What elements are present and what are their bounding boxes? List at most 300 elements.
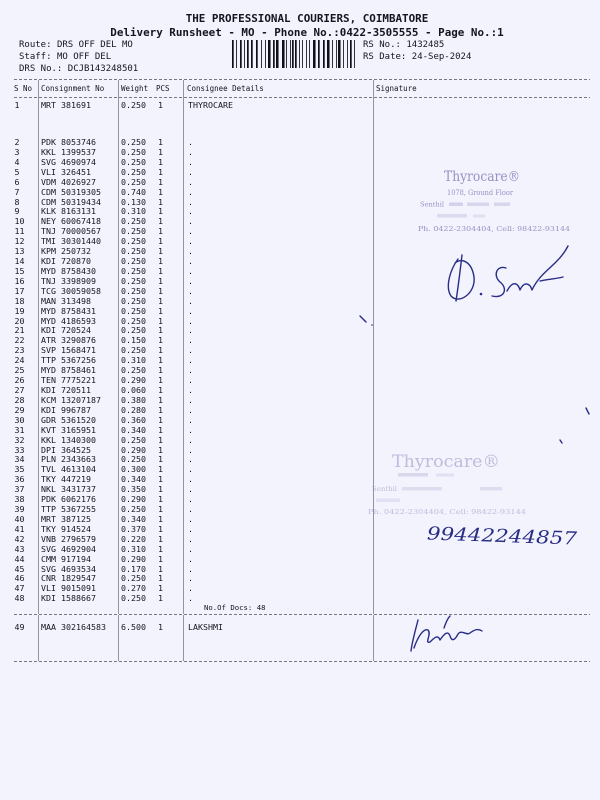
consignment-no-cell: PDK 6062176: [41, 494, 96, 505]
consignee-signature: [411, 616, 482, 651]
pcs-cell: 1: [158, 265, 163, 276]
pcs-cell: 1: [158, 275, 163, 286]
table-row: [0, 101, 600, 111]
rs-date-label: RS Date:: [363, 52, 407, 62]
barcode-bar: [327, 40, 330, 68]
weight-cell: 0.250: [121, 100, 146, 110]
pcs-cell: 1: [158, 375, 163, 386]
consignee-cell: .: [188, 305, 193, 316]
sno-cell: 36: [14, 474, 25, 485]
barcode-bar: [347, 40, 348, 68]
consignment-no-cell: MYD 8758461: [41, 365, 96, 376]
stamp-brand: Thyrocare®: [392, 452, 500, 472]
weight-cell: 0.250: [121, 156, 146, 167]
table-row: [0, 623, 600, 633]
consignment-no-cell: GDR 5361520: [41, 414, 96, 425]
consignee-cell: .: [188, 543, 193, 554]
pcs-cell: 1: [158, 533, 163, 544]
consignee-cell: .: [188, 335, 193, 346]
rs-date-value: 24-Sep-2024: [411, 52, 472, 62]
consignee-cell: .: [188, 275, 193, 286]
weight-cell: 0.250: [121, 434, 146, 445]
barcode-bar: [350, 40, 352, 68]
stamp-phone-line: Ph. 0422-2304404, Cell: 98422-93144: [418, 225, 570, 233]
consignment-no-cell: TTP 5367256: [41, 355, 96, 366]
consignee-cell: .: [188, 573, 193, 584]
pcs-cell: 1: [158, 285, 163, 296]
consignee-cell: .: [188, 464, 193, 475]
pcs-cell: 1: [158, 464, 163, 475]
consignee-cell: .: [188, 365, 193, 376]
sno-cell: 39: [14, 504, 25, 515]
barcode-bar: [251, 40, 253, 68]
weight-cell: 0.250: [121, 256, 146, 267]
route-value: DRS OFF DEL MO: [56, 40, 133, 50]
consignment-no-cell: TCG 30059058: [41, 285, 101, 296]
weight-cell: 0.250: [121, 265, 146, 276]
weight-cell: 0.130: [121, 196, 146, 207]
pcs-cell: 1: [158, 100, 163, 110]
barcode-bar: [273, 40, 275, 68]
consignment-no-cell: DPI 364525: [41, 444, 91, 455]
barcode-bar: [265, 40, 266, 68]
weight-cell: 0.310: [121, 355, 146, 366]
pcs-cell: 1: [158, 573, 163, 584]
barcode-bar: [309, 40, 310, 68]
pcs-cell: 1: [158, 365, 163, 376]
consignment-no-cell: KDI 720870: [41, 256, 91, 267]
pcs-cell: 1: [158, 345, 163, 356]
sno-cell: 43: [14, 543, 25, 554]
consignee-cell: .: [188, 186, 193, 197]
sno-cell: 23: [14, 345, 25, 356]
route-line: [19, 40, 133, 51]
consignee-cell: .: [188, 484, 193, 495]
consignee-cell: .: [188, 295, 193, 306]
consignment-no-cell: MYD 4186593: [41, 315, 96, 326]
weight-cell: 0.250: [121, 246, 146, 257]
sno-cell: 18: [14, 295, 25, 306]
barcode-bar: [299, 40, 300, 68]
weight-cell: 0.250: [121, 365, 146, 376]
consignee-cell: .: [188, 176, 193, 187]
pcs-cell: 1: [158, 246, 163, 257]
weight-cell: 0.250: [121, 504, 146, 515]
sno-cell: 27: [14, 385, 25, 395]
consignment-no-cell: KPM 250732: [41, 246, 91, 257]
consignment-no-cell: MAA 302164583: [41, 622, 106, 632]
rs-no-value: 1432485: [406, 40, 445, 50]
sno-cell: 33: [14, 444, 25, 455]
consignee-cell: .: [188, 504, 193, 515]
consignment-no-cell: TNJ 70000567: [41, 226, 101, 237]
sno-cell: 32: [14, 434, 25, 445]
weight-cell: 0.250: [121, 345, 146, 356]
weight-cell: 0.250: [121, 305, 146, 316]
consignee-cell: LAKSHMI: [188, 622, 223, 632]
consignment-no-cell: CNR 1829547: [41, 573, 96, 584]
consignee-cell: .: [188, 236, 193, 247]
weight-cell: 0.250: [121, 285, 146, 296]
consignee-cell: .: [188, 523, 193, 534]
pcs-cell: 1: [158, 543, 163, 554]
col-header-signature: Signature: [376, 83, 417, 93]
consignment-no-cell: NEY 60067418: [41, 216, 101, 227]
barcode-bar: [232, 40, 234, 68]
pcs-cell: 1: [158, 196, 163, 207]
weight-cell: 0.250: [121, 325, 146, 336]
pcs-cell: 1: [158, 504, 163, 515]
pcs-cell: 1: [158, 335, 163, 346]
consignment-no-cell: ATR 3290876: [41, 335, 96, 346]
consignee-cell: .: [188, 593, 193, 604]
pcs-cell: 1: [158, 593, 163, 604]
weight-cell: 0.250: [121, 295, 146, 306]
sno-cell: 15: [14, 265, 25, 276]
consignment-no-cell: NKL 3431737: [41, 484, 96, 495]
weight-cell: 0.250: [121, 176, 146, 187]
weight-cell: 0.340: [121, 513, 146, 524]
consignment-no-cell: CDM 50319434: [41, 196, 101, 207]
sno-cell: 16: [14, 275, 25, 286]
consignment-no-cell: TKY 447219: [41, 474, 91, 485]
consignee-cell: .: [188, 513, 193, 524]
barcode-bar: [286, 40, 287, 68]
consignment-no-cell: KDI 720524: [41, 325, 91, 336]
barcode-bar: [302, 40, 303, 68]
sno-cell: 42: [14, 533, 25, 544]
consignee-cell: .: [188, 583, 193, 594]
consignment-no-cell: TVL 4613104: [41, 464, 96, 475]
sno-cell: 4: [14, 156, 20, 167]
sno-cell: 2: [14, 137, 20, 147]
sno-cell: 10: [14, 216, 25, 227]
sno-cell: 19: [14, 305, 25, 316]
pcs-cell: 1: [158, 513, 163, 524]
weight-cell: 0.250: [121, 137, 146, 147]
weight-cell: 0.250: [121, 216, 146, 227]
sno-cell: 22: [14, 335, 25, 346]
staff-value: MO OFF DEL: [56, 52, 112, 62]
consignment-no-cell: KKL 1399537: [41, 146, 96, 157]
barcode-bar: [332, 40, 333, 68]
pcs-cell: 1: [158, 583, 163, 594]
weight-cell: 0.270: [121, 583, 146, 594]
consignment-no-cell: SVG 4690974: [41, 156, 96, 167]
sno-cell: 1: [14, 100, 20, 110]
barcode-bar: [261, 40, 262, 68]
staff-label: Staff:: [19, 52, 52, 62]
pcs-cell: 1: [158, 176, 163, 187]
table-row: [0, 594, 600, 604]
consignee-cell: .: [188, 474, 193, 485]
consignment-no-cell: MYD 8758431: [41, 305, 96, 316]
weight-cell: 0.250: [121, 236, 146, 247]
consignment-no-cell: CDM 50319305: [41, 186, 101, 197]
sno-cell: 34: [14, 454, 25, 465]
rs-no-label: RS No.:: [363, 40, 401, 50]
consignee-cell: .: [188, 424, 193, 435]
col-header-pcs: PCS: [156, 83, 170, 93]
sno-cell: 7: [14, 186, 20, 197]
consignee-cell: .: [188, 206, 193, 217]
consignment-no-cell: CMM 917194: [41, 553, 91, 564]
barcode: [232, 40, 356, 68]
weight-cell: 0.220: [121, 533, 146, 544]
consignee-cell: .: [188, 563, 193, 574]
consignment-no-cell: KCM 13207187: [41, 394, 101, 405]
consignment-no-cell: TKY 914524: [41, 523, 91, 534]
pcs-cell: 1: [158, 156, 163, 167]
sno-cell: 24: [14, 355, 25, 366]
sno-cell: 44: [14, 553, 25, 564]
pcs-cell: 1: [158, 236, 163, 247]
handwritten-phone-note: 99442244857: [426, 523, 554, 549]
pcs-cell: 1: [158, 325, 163, 336]
weight-cell: 0.290: [121, 375, 146, 386]
sno-cell: 9: [14, 206, 20, 217]
sno-cell: 26: [14, 375, 25, 386]
sno-cell: 31: [14, 424, 25, 435]
barcode-bar: [244, 40, 245, 68]
weight-cell: 6.500: [121, 622, 146, 632]
consignment-no-cell: VNB 2796579: [41, 533, 96, 544]
consignment-no-cell: KVT 3165951: [41, 424, 96, 435]
sno-cell: 11: [14, 226, 25, 237]
consignment-no-cell: SVP 1568471: [41, 345, 96, 356]
doc-count: [204, 603, 266, 612]
consignment-no-cell: SVG 4693534: [41, 563, 96, 574]
staff-line: [19, 52, 111, 63]
sno-cell: 40: [14, 513, 25, 524]
sno-cell: 20: [14, 315, 25, 326]
weight-cell: 0.370: [121, 523, 146, 534]
barcode-bar: [323, 40, 325, 68]
sno-cell: 13: [14, 246, 25, 257]
weight-cell: 0.290: [121, 444, 146, 455]
consignee-cell: .: [188, 355, 193, 366]
drs-no-line: [19, 64, 138, 75]
barcode-bar: [236, 40, 237, 68]
sno-cell: 49: [14, 622, 25, 632]
consignment-no-cell: VLI 326451: [41, 166, 91, 177]
barcode-bar: [256, 40, 258, 68]
consignee-cell: .: [188, 385, 193, 395]
col-header-weight: Weight: [121, 83, 149, 93]
pcs-cell: 1: [158, 414, 163, 425]
pcs-cell: 1: [158, 454, 163, 465]
consignment-no-cell: VDM 4026927: [41, 176, 96, 187]
pcs-cell: 1: [158, 206, 163, 217]
consignee-cell: .: [188, 494, 193, 505]
sno-cell: 25: [14, 365, 25, 376]
consignment-no-cell: KKL 1340300: [41, 434, 96, 445]
rs-no-line: [363, 40, 444, 51]
consignee-cell: THYROCARE: [188, 100, 233, 110]
company-title: THE PROFESSIONAL COURIERS, COIMBATORE: [185, 12, 429, 25]
runsheet-title: Delivery Runsheet - MO - Phone No.:0422-3505555 - Page No.:1: [110, 26, 504, 39]
sno-cell: 48: [14, 593, 25, 604]
barcode-bar: [336, 40, 337, 68]
pcs-cell: 1: [158, 444, 163, 455]
barcode-bar: [292, 40, 294, 68]
consignment-no-cell: MAN 313498: [41, 295, 91, 306]
doc-count-label: No.Of Docs:: [204, 603, 253, 612]
pcs-cell: 1: [158, 216, 163, 227]
sno-cell: 37: [14, 484, 25, 495]
barcode-bar: [313, 40, 316, 68]
consignment-no-cell: PLN 2343663: [41, 454, 96, 465]
weight-cell: 0.150: [121, 335, 146, 346]
consignment-no-cell: KLK 8163131: [41, 206, 96, 217]
consignee-cell: .: [188, 444, 193, 455]
pcs-cell: 1: [158, 563, 163, 574]
weight-cell: 0.060: [121, 385, 146, 395]
weight-cell: 0.280: [121, 404, 146, 415]
weight-cell: 0.290: [121, 553, 146, 564]
consignee-cell: .: [188, 137, 193, 147]
consignee-cell: .: [188, 325, 193, 336]
weight-cell: 0.250: [121, 146, 146, 157]
sno-cell: 46: [14, 573, 25, 584]
consignee-cell: .: [188, 345, 193, 356]
weight-cell: 0.340: [121, 474, 146, 485]
weight-cell: 0.350: [121, 484, 146, 495]
pcs-cell: 1: [158, 494, 163, 505]
barcode-bar: [295, 40, 297, 68]
sno-cell: 30: [14, 414, 25, 425]
stamp-phone-line: Ph. 0422-2304404, Cell: 98422-93144: [368, 508, 526, 516]
barcode-bar: [268, 40, 271, 68]
stamp-address-line: Senthil: [420, 200, 444, 209]
consignee-cell: .: [188, 375, 193, 386]
sno-cell: 47: [14, 583, 25, 594]
barcode-bar: [290, 40, 291, 68]
weight-cell: 0.250: [121, 226, 146, 237]
consignment-no-cell: VLI 9015091: [41, 583, 96, 594]
consignee-cell: .: [188, 216, 193, 227]
weight-cell: 0.310: [121, 543, 146, 554]
weight-cell: 0.250: [121, 454, 146, 465]
sno-cell: 38: [14, 494, 25, 505]
consignment-no-cell: KDI 720511: [41, 385, 91, 395]
consignment-no-cell: SVG 4692904: [41, 543, 96, 554]
sno-cell: 35: [14, 464, 25, 475]
stamp-brand: Thyrocare®: [444, 169, 520, 185]
col-header-consignee: Consignee Details: [187, 83, 264, 93]
barcode-bar: [343, 40, 344, 68]
route-label: Route:: [19, 40, 52, 50]
weight-cell: 0.380: [121, 394, 146, 405]
rs-date-line: [363, 52, 471, 63]
weight-cell: 0.170: [121, 563, 146, 574]
pcs-cell: 1: [158, 404, 163, 415]
pcs-cell: 1: [158, 385, 163, 395]
pcs-cell: 1: [158, 434, 163, 445]
consignment-no-cell: KDI 1588667: [41, 593, 96, 604]
pcs-cell: 1: [158, 355, 163, 366]
pcs-cell: 1: [158, 553, 163, 564]
weight-cell: 0.250: [121, 275, 146, 286]
sno-cell: 29: [14, 404, 25, 415]
table-row: [0, 188, 600, 198]
col-header-sno: S No: [14, 83, 33, 93]
sno-cell: 5: [14, 166, 20, 177]
barcode-bar: [247, 40, 249, 68]
consignment-no-cell: MYD 8758430: [41, 265, 96, 276]
drs-no-label: DRS No.:: [19, 64, 63, 74]
sno-cell: 12: [14, 236, 25, 247]
consignee-cell: .: [188, 166, 193, 177]
weight-cell: 0.250: [121, 593, 146, 604]
barcode-bar: [354, 40, 355, 68]
pcs-cell: 1: [158, 394, 163, 405]
barcode-bar: [338, 40, 341, 68]
weight-cell: 0.740: [121, 186, 146, 197]
consignment-no-cell: KDI 996787: [41, 404, 91, 415]
pcs-cell: 1: [158, 315, 163, 326]
sno-cell: 8: [14, 196, 20, 207]
consignee-cell: .: [188, 285, 193, 296]
pcs-cell: 1: [158, 226, 163, 237]
weight-cell: 0.360: [121, 414, 146, 425]
consignee-cell: .: [188, 265, 193, 276]
consignee-cell: .: [188, 553, 193, 564]
barcode-bar: [240, 40, 242, 68]
sno-cell: 3: [14, 146, 20, 157]
consignment-no-cell: TMI 30301440: [41, 236, 101, 247]
pcs-cell: 1: [158, 474, 163, 485]
weight-cell: 0.250: [121, 166, 146, 177]
drs-no-value: DCJB143248501: [67, 64, 139, 74]
pcs-cell: 1: [158, 305, 163, 316]
pcs-cell: 1: [158, 256, 163, 267]
barcode-bar: [282, 40, 285, 68]
consignee-cell: .: [188, 246, 193, 257]
consignment-no-cell: MRT 387125: [41, 513, 91, 524]
consignee-cell: .: [188, 404, 193, 415]
stamp-address-line: Senthil: [372, 485, 397, 493]
consignee-cell: .: [188, 196, 193, 207]
consignee-cell: .: [188, 434, 193, 445]
weight-cell: 0.300: [121, 464, 146, 475]
consignment-no-cell: TTP 5367255: [41, 504, 96, 515]
col-header-consignment: Consignment No: [41, 83, 105, 93]
consignment-no-cell: TNJ 3398909: [41, 275, 96, 286]
sno-cell: 41: [14, 523, 25, 534]
consignee-cell: .: [188, 414, 193, 425]
barcode-bar: [306, 40, 307, 68]
weight-cell: 0.310: [121, 206, 146, 217]
consignee-cell: .: [188, 226, 193, 237]
sno-cell: 28: [14, 394, 25, 405]
consignee-cell: .: [188, 146, 193, 157]
consignment-no-cell: TEN 7775221: [41, 375, 96, 386]
consignee-cell: .: [188, 256, 193, 267]
consignee-cell: .: [188, 533, 193, 544]
consignee-cell: .: [188, 315, 193, 326]
sno-cell: 6: [14, 176, 20, 187]
consignee-cell: .: [188, 156, 193, 167]
pcs-cell: 1: [158, 622, 163, 632]
pcs-cell: 1: [158, 295, 163, 306]
pcs-cell: 1: [158, 523, 163, 534]
consignment-no-cell: PDK 8053746: [41, 137, 96, 147]
weight-cell: 0.290: [121, 494, 146, 505]
barcode-bar: [276, 40, 279, 68]
pcs-cell: 1: [158, 424, 163, 435]
table-row: [0, 436, 600, 446]
